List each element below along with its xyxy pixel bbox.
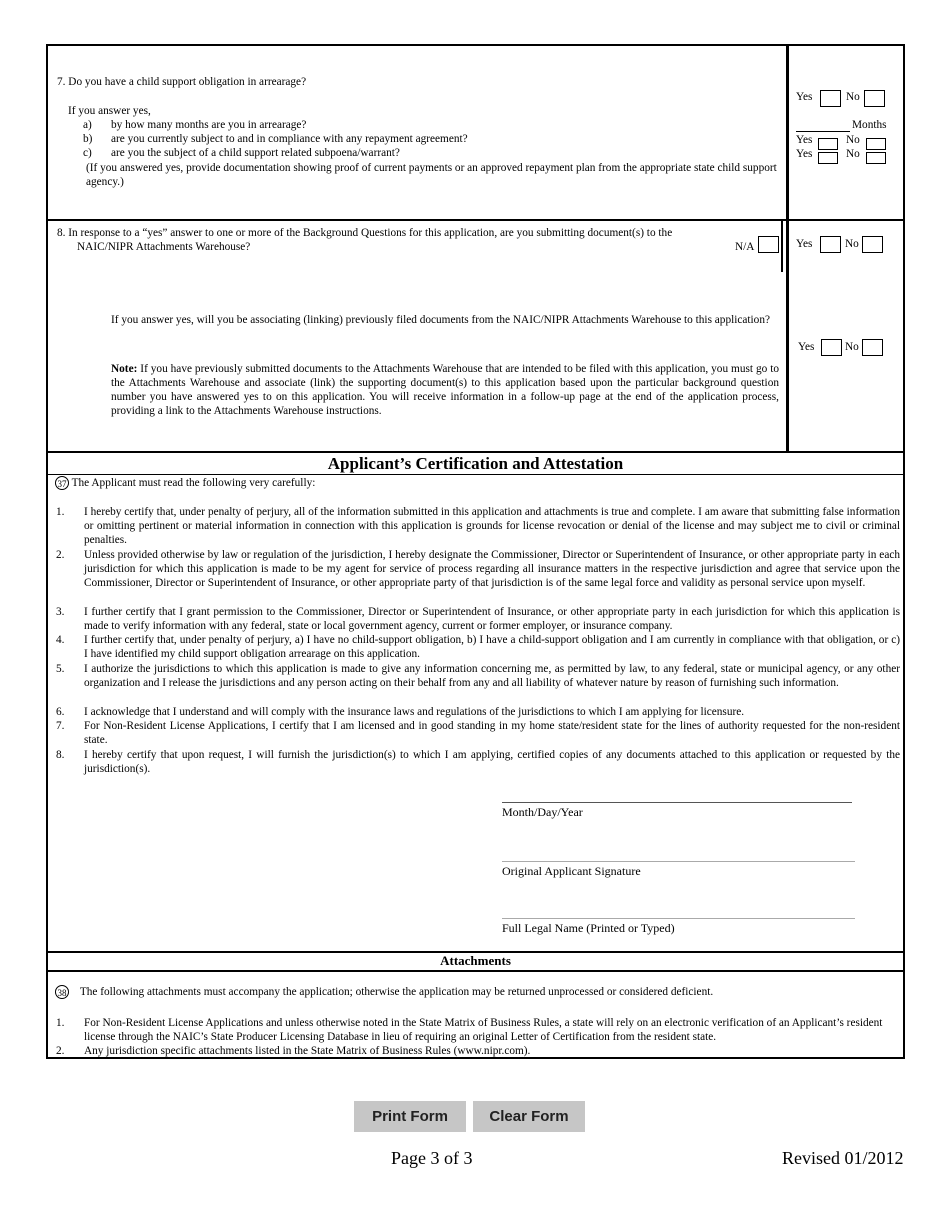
q7-item-c-letter: c) xyxy=(83,147,92,159)
q8-na-label: N/A xyxy=(735,241,755,253)
attachments-title-divider xyxy=(47,970,904,972)
q7-item-b-text: are you currently subject to and in compliance with any repayment agreement? xyxy=(111,133,468,145)
q8-followup-no-label: No xyxy=(845,341,859,353)
certification-intro: The Applicant must read the following very carefully: xyxy=(71,477,316,489)
q8-yes-checkbox[interactable] xyxy=(820,236,841,253)
signature-field[interactable] xyxy=(502,861,855,862)
answer-column-divider xyxy=(786,45,789,452)
q8-followup: If you answer yes, will you be associating (linking) previously filed documents from the NAIC/NIPR Attachments Warehouse to this application? xyxy=(111,314,770,326)
full-name-field[interactable] xyxy=(502,918,855,919)
q8-na-divider xyxy=(781,220,783,272)
certification-title: Applicant’s Certification and Attestation xyxy=(327,454,624,473)
q7-c-no-label: No xyxy=(846,148,860,160)
q8-na-checkbox[interactable] xyxy=(758,236,779,253)
certification-intro-row xyxy=(55,476,315,490)
q8-note xyxy=(111,362,779,418)
q8-no-label: No xyxy=(845,238,859,250)
q7-yes-label: Yes xyxy=(796,91,813,103)
q7-item-c-text: are you the subject of a child support related subpoena/warrant? xyxy=(111,147,400,159)
q8-followup-yes-checkbox[interactable] xyxy=(821,339,842,356)
date-field[interactable] xyxy=(502,802,852,803)
q7-months-field[interactable] xyxy=(796,131,850,132)
q7-yes-checkbox[interactable] xyxy=(820,90,841,107)
full-name-label: Full Legal Name (Printed or Typed) xyxy=(502,921,675,935)
q7-note: (If you answered yes, provide documentation showing proof of current payments or an approved repayment plan from the appropriate state child support agency.) xyxy=(86,162,777,188)
q7-b-no-checkbox[interactable] xyxy=(866,138,886,150)
clear-form-button[interactable]: Clear Form xyxy=(473,1101,585,1132)
q8-followup-no-checkbox[interactable] xyxy=(862,339,883,356)
print-form-button[interactable]: Print Form xyxy=(354,1101,466,1132)
signature-label: Original Applicant Signature xyxy=(502,864,641,878)
q7-b-yes-checkbox[interactable] xyxy=(818,138,838,150)
q8-yes-label: Yes xyxy=(796,238,813,250)
q7-months-label: Months xyxy=(852,119,887,131)
q8-note-label: Note: xyxy=(111,363,138,375)
q7-if-yes: If you answer yes, xyxy=(68,105,151,117)
q8-question-cont: NAIC/NIPR Attachments Warehouse? xyxy=(77,241,251,253)
q7-question: 7. Do you have a child support obligation in arrearage? xyxy=(57,76,307,88)
q7-b-no-label: No xyxy=(846,134,860,146)
attachments-intro-row xyxy=(55,985,713,999)
attachments-title: Attachments xyxy=(440,953,511,968)
q7-q8-divider xyxy=(47,219,904,221)
attachments-intro: The following attachments must accompany the application; otherwise the application may be returned unprocessed or considered deficient. xyxy=(79,986,714,998)
q7-b-yes-label: Yes xyxy=(796,134,813,146)
q8-followup-yes-label: Yes xyxy=(798,341,815,353)
q8-note-text: If you have previously submitted documents to the Attachments Warehouse that are intended to be filed with this application, you must go to the Attachments Warehouse and associate (link) the supporting document(s) to this application based upon the particular background question number you have answered yes to on this application. You will receive information in a follow-up page at the end of the application process, providing a link to the Attachments Warehouse instructions. xyxy=(111,363,779,417)
q7-item-a-letter: a) xyxy=(83,119,92,131)
certification-marker: 37 xyxy=(55,476,69,490)
attachments-marker: 38 xyxy=(55,985,69,999)
q8-no-checkbox[interactable] xyxy=(862,236,883,253)
q7-c-yes-label: Yes xyxy=(796,148,813,160)
page-number: Page 3 of 3 xyxy=(391,1148,473,1168)
q7-c-yes-checkbox[interactable] xyxy=(818,152,838,164)
revision-date: Revised 01/2012 xyxy=(782,1148,904,1168)
q7-item-b-letter: b) xyxy=(83,133,93,145)
q8-certification-divider xyxy=(47,451,904,453)
q7-no-label: No xyxy=(846,91,860,103)
q7-no-checkbox[interactable] xyxy=(864,90,885,107)
q8-question: 8. In response to a “yes” answer to one or more of the Background Questions for this application, are you submitting document(s) to the xyxy=(57,227,673,239)
q7-c-no-checkbox[interactable] xyxy=(866,152,886,164)
date-label: Month/Day/Year xyxy=(502,805,583,819)
certification-title-divider xyxy=(47,474,904,475)
q7-item-a-text: by how many months are you in arrearage? xyxy=(111,119,307,131)
